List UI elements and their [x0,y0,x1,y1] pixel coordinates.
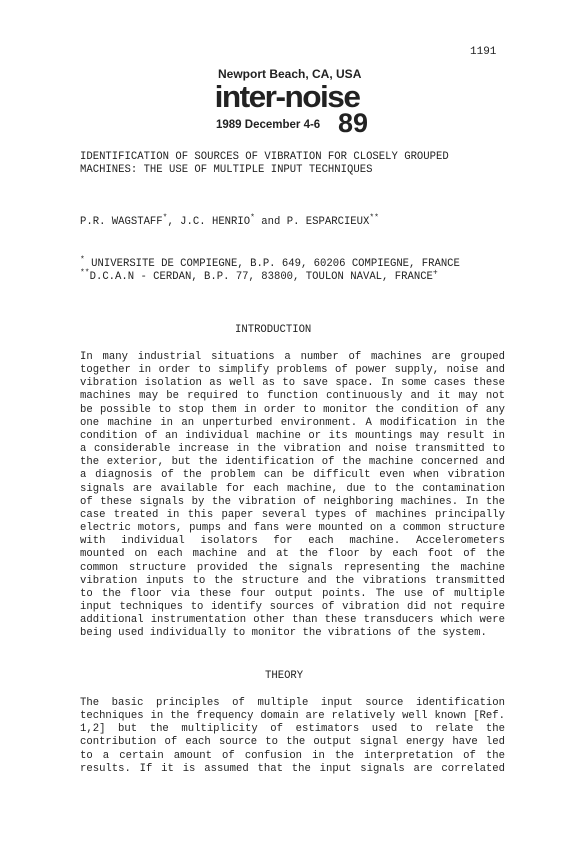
affiliation-mark: * [250,213,255,223]
paragraph-line: the exterior, but the identification of the machine concerned and [80,456,505,469]
section-heading-introduction: INTRODUCTION [235,324,312,336]
section-heading-theory: THEORY [265,670,304,682]
page-number: 1191 [470,46,497,58]
theory-paragraph [80,697,505,776]
paragraph-line: mounted on each machine and at the floor by each foot of the [80,548,505,561]
paragraph-line: machines may be required to function continuously and it may not [80,390,505,403]
paragraph-line: to the floor via these four output points. The use of multiple [80,587,505,600]
paragraph-line: a considerable increase in the vibration and noise transmitted to [80,443,505,456]
affiliation-mark: ** [369,213,379,223]
paragraph-line: contribution of each source to the output signal energy have led [80,736,505,749]
paragraph-line: one machine in an unperturbed environment. A modification in the [80,416,505,429]
conference-year: 89 [338,108,369,138]
title-line: MACHINES: THE USE OF MULTIPLE INPUT TECHNIQUES [80,164,373,177]
affiliation-line [80,255,460,271]
paragraph-line: vibration inputs to the structure and the vibrations transmitted [80,574,505,587]
paragraph-line: being used individually to monitor the vibrations of the system. [80,627,487,640]
paragraph-line: vibration isolation as well as to save space. In some cases these [80,377,505,390]
paragraph-line: be possible to stop them in order to monitor the condition of any [80,403,505,416]
affiliation-mark: ** [80,268,90,278]
paragraph-line: signals are available for each machine, due to the contamination [80,482,505,495]
paragraph-line: of these signals by the vibration of neighboring machines. In the [80,495,505,508]
paragraph-line: together in order to simplify problems of power supply, noise and [80,364,505,377]
paragraph-line: condition of an individual machine or its mountings may result in [80,429,505,442]
paragraph-line: with individual isolators for each machine. Accelerometers [80,535,505,548]
author-name: and P. ESPARCIEUX [254,216,370,228]
author-list [80,213,379,229]
affiliation-line [80,268,460,284]
affiliation-text: D.C.A.N - CERDAN, B.P. 77, 83800, TOULON NAVAL, FRANCE [89,271,433,284]
paragraph-line: additional instrumentation other than these transducers which were [80,614,505,627]
paragraph-line: case treated in this paper several types of machines principally [80,508,505,521]
author-name: , J.C. HENRIO [167,216,251,228]
affiliations [80,255,460,284]
paragraph-line: to a certain amount of confusion in the interpretation of the [80,749,505,762]
introduction-paragraph [80,351,505,640]
conference-location: Newport Beach, CA, USA [218,67,362,81]
title-line: IDENTIFICATION OF SOURCES OF VIBRATION FOR CLOSELY GROUPED [80,151,449,163]
paragraph-line: 1,2] but the multiplicity of estimators used to relate the [80,723,505,736]
affiliation-text: UNIVERSITE DE COMPIEGNE, B.P. 649, 60206 COMPIEGNE, FRANCE [84,258,460,270]
conference-dates: 1989 December 4-6 [216,119,321,131]
paragraph-line: techniques in the frequency domain are relatively well known [Ref. [80,710,505,723]
author-name: P.R. WAGSTAFF [80,216,163,228]
inter-noise-logo: inter-noise [214,79,360,114]
paragraph-line: In many industrial situations a number of machines are grouped [80,351,505,363]
paragraph-line: a diagnosis of the problem can be difficult even when vibration [80,469,505,482]
paragraph-line: electric motors, pumps and fans were mounted on a common structure [80,522,505,535]
paper-title [80,151,449,177]
affiliation-mark: * [162,213,168,223]
affiliation-mark: + [432,268,438,278]
paragraph-line: common structure provided the signals representing the machine [80,561,505,574]
paragraph-line: input techniques to identify sources of vibration did not require [80,600,505,613]
affiliation-mark: * [80,255,85,265]
paragraph-line: results. If it is assumed that the input signals are correlated [80,762,505,775]
paragraph-line: The basic principles of multiple input source identification [80,697,505,709]
